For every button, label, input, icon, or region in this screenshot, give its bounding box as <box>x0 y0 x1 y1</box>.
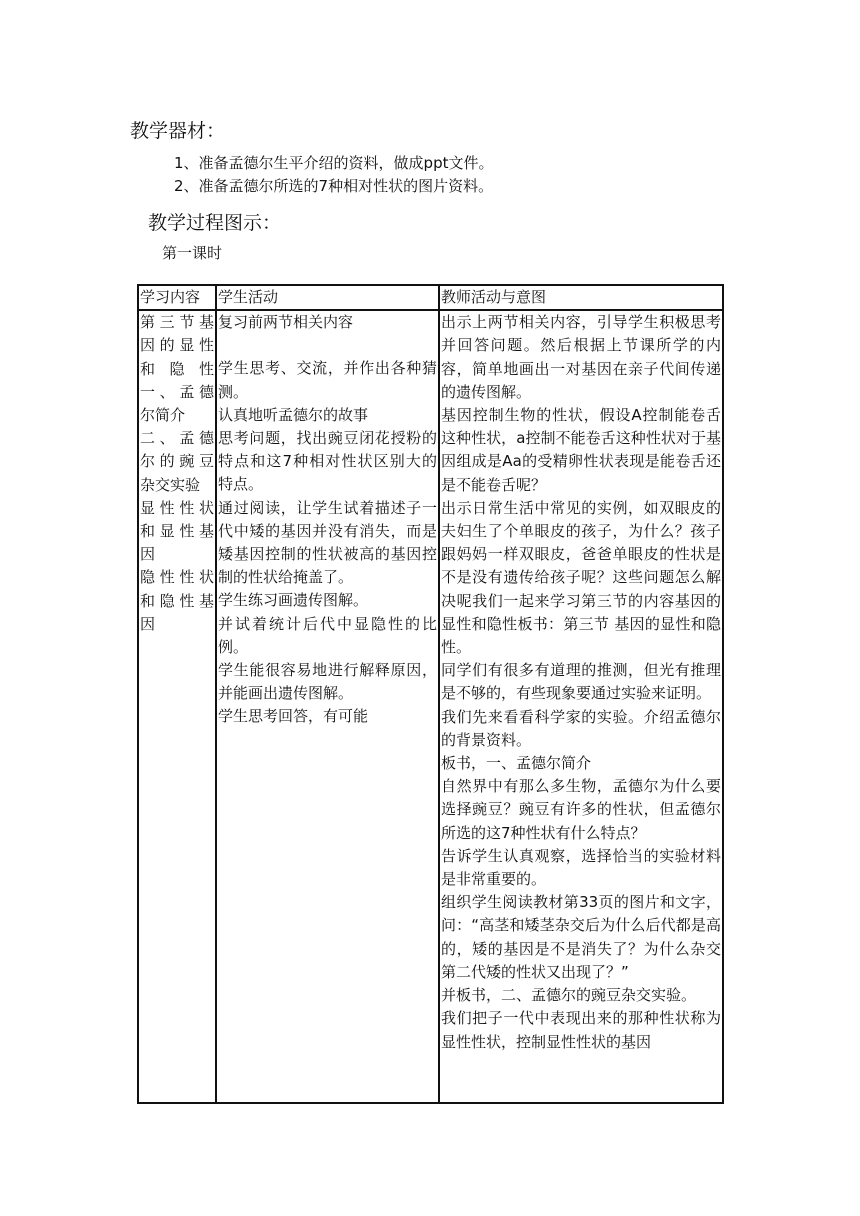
student-item: 学生能很容易地进行解释原因，并能画出遗传图解。 <box>218 661 437 703</box>
header-teacher: 教师活动与意图 <box>439 285 723 310</box>
content-item: 显性性状和显性基因 <box>140 498 214 564</box>
header-student: 学生活动 <box>216 285 439 310</box>
teacher-item: 出示上两节相关内容，引导学生积极思考并回答问题。然后根据上节课所学的内容，简单地画出一对基因在亲子代间传递的遗传图解。 <box>441 313 721 401</box>
lesson-table <box>137 284 724 1104</box>
teacher-item: 同学们有很多有道理的推测，但光有推理是不够的，有些现象要通过实验来证明。 <box>441 661 721 703</box>
header-content: 学习内容 <box>138 285 216 310</box>
teacher-item: 出示日常生活中常见的实例，如双眼皮的夫妇生了个单眼皮的孩子，为什么？孩子跟妈妈一样双眼皮，爸爸单眼皮的性状是不是没有遗传给孩子呢？这些问题怎么解决呢我们一起来学习第三节的内容基因的显性和隐性板书：第三节 基因的显性和隐性。 <box>441 498 721 657</box>
teacher-item: 板书，一、孟德尔简介 <box>441 754 592 773</box>
teacher-item: 我们先来看看科学家的实验。介绍孟德尔的背景资料。 <box>441 707 721 749</box>
content-item: 二、孟德尔的豌豆杂交实验 <box>140 429 214 494</box>
student-item: 学生练习画遗传图解。 <box>218 591 369 610</box>
teacher-item: 并板书，二、孟德尔的豌豆杂交实验。 <box>441 986 697 1005</box>
teacher-item: 基因控制生物的性状，假设A控制能卷舌这种性状，a控制不能卷舌这种性状对于基因组成是Aa的受精卵性状表现是能卷舌还是不能卷舌呢？ <box>441 406 721 494</box>
teacher-item: 自然界中有那么多生物，孟德尔为什么要选择豌豆？豌豆有许多的性状，但孟德尔所选的这7种性状有什么特点？ <box>441 777 721 842</box>
teacher-item: 组织学生阅读教材第33页的图片和文字，问：“高茎和矮茎杂交后为什么后代都是高的，矮的基因是不是消失了？为什么杂交第二代矮的性状又出现了？” <box>441 893 721 981</box>
materials-heading: 教学器材： <box>130 120 226 142</box>
student-item: 思考问题，找出豌豆闭花授粉的特点和这7种相对性状区别大的特点。 <box>218 429 437 494</box>
process-heading: 教学过程图示： <box>148 212 282 234</box>
student-item: 通过阅读，让学生试着描述子一代中矮的基因并没有消失，而是矮基因控制的性状被高的基因控制的性状给掩盖了。 <box>218 498 437 587</box>
student-item: 认真地听孟德尔的故事 <box>218 405 369 424</box>
materials-item-1: 1、准备孟德尔生平介绍的资料，做成ppt文件。 <box>174 154 494 172</box>
teacher-item: 我们把子一代中表现出来的那种性状称为显性性状，控制显性性状的基因 <box>441 1009 721 1051</box>
student-item: 复习前两节相关内容 <box>218 313 354 332</box>
student-column <box>216 310 439 1103</box>
materials-item-2: 2、准备孟德尔所选的7种相对性状的图片资料。 <box>174 177 494 195</box>
student-item: 学生思考回答，有可能 <box>218 707 369 726</box>
content-item: 第三节基因的显性和隐性 <box>140 313 214 378</box>
process-subheading: 第一课时 <box>162 244 223 262</box>
table-header-row <box>138 285 723 310</box>
content-column <box>138 310 216 1103</box>
student-item: 并试着统计后代中显隐性的比例。 <box>218 614 437 656</box>
student-item: 学生思考、交流，并作出各种猜测。 <box>218 359 437 401</box>
table-body-row <box>138 310 723 1103</box>
teacher-item: 告诉学生认真观察，选择恰当的实验材料是非常重要的。 <box>441 846 721 889</box>
content-item: 隐性性状和隐性基因 <box>140 568 214 633</box>
teacher-column <box>439 310 723 1103</box>
content-item: 一、孟德尔简介 <box>140 382 214 425</box>
